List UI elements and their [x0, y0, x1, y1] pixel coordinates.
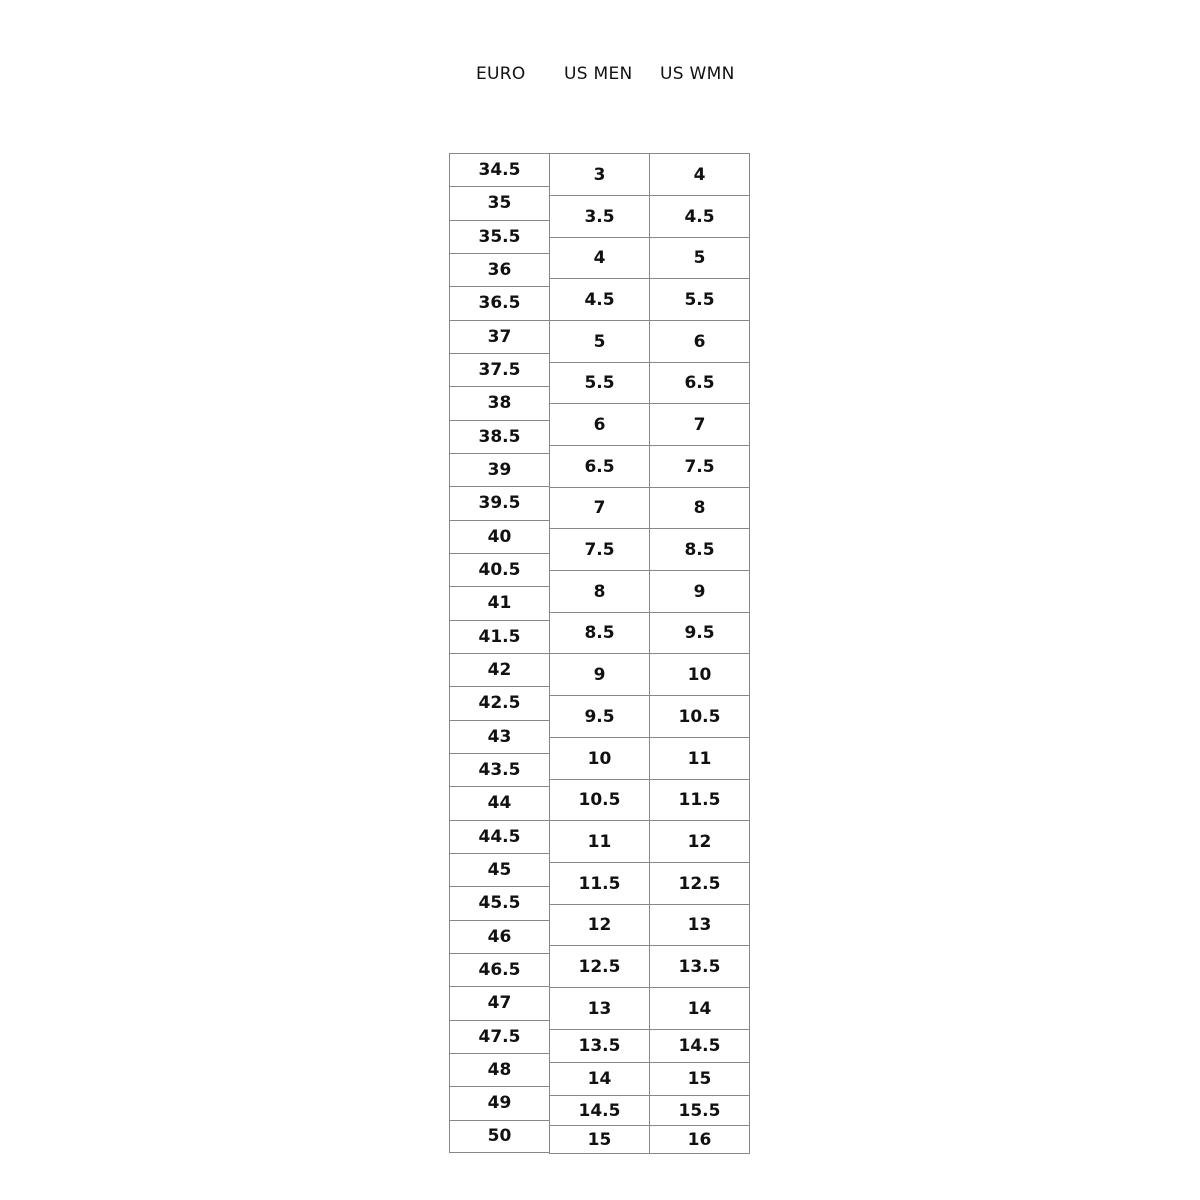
header-us-men: US MEN: [564, 64, 633, 84]
us-men-size-cell: 10: [587, 748, 612, 769]
us-men-size-cell: 11: [587, 831, 612, 852]
euro-row: [450, 286, 549, 319]
euro-row: [450, 1020, 549, 1053]
euro-row: [450, 153, 549, 186]
euro-row: [450, 786, 549, 819]
us-men-size-cell: 15: [587, 1129, 612, 1150]
us-men-size-cell: 5.5: [584, 373, 615, 393]
us-men-size-cell: 9.5: [584, 706, 615, 727]
us-row: [550, 779, 749, 820]
euro-size-cell: 45.5: [478, 893, 521, 914]
us-men-size-cell: 3: [593, 164, 606, 185]
us-row: [550, 320, 749, 362]
us-men-size-cell: 12.5: [578, 956, 621, 977]
euro-size-cell: 35: [487, 193, 512, 214]
euro-size-cell: 36: [487, 260, 512, 281]
euro-size-cell: 47.5: [478, 1026, 521, 1047]
us-wmn-size-cell: 5.5: [649, 279, 749, 320]
us-men-size-cell: 10.5: [578, 790, 621, 810]
euro-size-cell: 41.5: [478, 626, 521, 647]
euro-row: [450, 586, 549, 619]
us-row: [550, 278, 749, 320]
header-euro: EURO: [476, 64, 526, 84]
euro-size-cell: 36.5: [478, 293, 521, 314]
us-wmn-size-cell: 15.5: [649, 1096, 749, 1125]
us-wmn-size-cell: 16: [649, 1126, 749, 1153]
us-wmn-size-cell: 4.5: [649, 196, 749, 237]
us-row: [550, 153, 749, 195]
us-row: [550, 487, 749, 528]
euro-row: [450, 253, 549, 286]
euro-row: [450, 886, 549, 919]
us-row: [550, 1095, 749, 1125]
us-row: [550, 445, 749, 487]
euro-row: [450, 686, 549, 719]
us-row: [550, 237, 749, 278]
euro-size-cell: 39.5: [478, 493, 521, 514]
us-wmn-size-cell: 10.5: [649, 696, 749, 737]
us-wmn-size-cell: 11.5: [649, 780, 749, 820]
us-men-size-cell: 7.5: [584, 539, 615, 560]
euro-size-cell: 44.5: [478, 826, 521, 847]
us-men-size-cell: 13: [587, 998, 612, 1019]
us-men-size-cell: 8.5: [584, 623, 615, 643]
euro-size-cell: 39: [487, 460, 512, 481]
us-men-size-cell: 6: [593, 414, 606, 435]
euro-size-cell: 45: [487, 860, 512, 881]
us-wmn-size-cell: 7: [649, 404, 749, 445]
euro-row: [450, 986, 549, 1019]
us-size-table: [549, 153, 750, 1154]
us-wmn-size-cell: 11: [649, 738, 749, 779]
us-wmn-size-cell: 12.5: [649, 863, 749, 904]
us-wmn-size-cell: 8: [649, 488, 749, 528]
euro-row: [450, 186, 549, 219]
euro-row: [450, 620, 549, 653]
us-men-size-cell: 6.5: [584, 456, 615, 477]
euro-row: [450, 920, 549, 953]
us-men-size-cell: 12: [587, 915, 612, 935]
euro-size-cell: 43: [487, 726, 512, 747]
euro-row: [450, 220, 549, 253]
us-men-size-cell: 3.5: [584, 206, 615, 227]
us-men-size-cell: 13.5: [578, 1036, 621, 1056]
us-men-size-cell: 14.5: [578, 1100, 621, 1121]
us-row: [550, 820, 749, 862]
euro-row: [450, 1086, 549, 1119]
us-row: [550, 612, 749, 653]
us-row: [550, 528, 749, 570]
euro-size-cell: 50: [487, 1126, 512, 1147]
us-row: [550, 195, 749, 237]
us-row: [550, 987, 749, 1029]
us-wmn-size-cell: 10: [649, 654, 749, 695]
us-row: [550, 1062, 749, 1095]
us-wmn-size-cell: 7.5: [649, 446, 749, 487]
us-wmn-size-cell: 13: [649, 905, 749, 945]
euro-row: [450, 653, 549, 686]
euro-row: [450, 486, 549, 519]
us-men-size-cell: 9: [593, 664, 606, 685]
euro-size-cell: 40: [487, 526, 512, 547]
us-row: [550, 362, 749, 403]
euro-row: [450, 1053, 549, 1086]
us-men-size-cell: 4: [593, 248, 606, 268]
us-row: [550, 695, 749, 737]
us-row: [550, 1029, 749, 1062]
euro-size-cell: 40.5: [478, 560, 521, 581]
us-men-size-cell: 14: [587, 1069, 612, 1089]
us-row: [550, 403, 749, 445]
euro-row: [450, 386, 549, 419]
us-wmn-size-cell: 14: [649, 988, 749, 1029]
us-wmn-size-cell: 6.5: [649, 363, 749, 403]
us-wmn-size-cell: 14.5: [649, 1030, 749, 1062]
us-wmn-size-cell: 5: [649, 238, 749, 278]
euro-size-cell: 43.5: [478, 760, 521, 781]
euro-size-cell: 37.5: [478, 360, 521, 381]
euro-size-cell: 48: [487, 1060, 512, 1081]
us-row: [550, 570, 749, 612]
us-row: [550, 945, 749, 987]
us-men-size-cell: 4.5: [584, 289, 615, 310]
euro-row: [450, 1120, 549, 1153]
us-wmn-size-cell: 13.5: [649, 946, 749, 987]
euro-size-cell: 47: [487, 993, 512, 1014]
euro-size-cell: 46: [487, 926, 512, 947]
euro-size-cell: 35.5: [478, 226, 521, 247]
euro-row: [450, 320, 549, 353]
euro-size-cell: 38.5: [478, 426, 521, 447]
us-wmn-size-cell: 9.5: [649, 613, 749, 653]
euro-size-cell: 46.5: [478, 960, 521, 981]
euro-size-cell: 38: [487, 393, 512, 414]
euro-row: [450, 420, 549, 453]
euro-row: [450, 753, 549, 786]
euro-size-cell: 49: [487, 1093, 512, 1114]
euro-size-table: [449, 153, 550, 1153]
us-men-size-cell: 8: [593, 581, 606, 602]
us-men-size-cell: 7: [593, 498, 606, 518]
euro-size-cell: 44: [487, 793, 512, 814]
us-men-size-cell: 5: [593, 331, 606, 352]
us-wmn-size-cell: 15: [649, 1063, 749, 1095]
euro-row: [450, 520, 549, 553]
euro-row: [450, 953, 549, 986]
us-row: [550, 1125, 749, 1154]
us-row: [550, 904, 749, 945]
us-wmn-size-cell: 12: [649, 821, 749, 862]
euro-row: [450, 453, 549, 486]
us-wmn-size-cell: 4: [649, 154, 749, 195]
us-wmn-size-cell: 8.5: [649, 529, 749, 570]
euro-row: [450, 553, 549, 586]
euro-row: [450, 353, 549, 386]
us-row: [550, 653, 749, 695]
euro-size-cell: 34.5: [478, 160, 521, 181]
us-wmn-size-cell: 9: [649, 571, 749, 612]
euro-size-cell: 42: [487, 660, 512, 681]
us-row: [550, 862, 749, 904]
header-us-wmn: US WMN: [660, 64, 735, 84]
euro-row: [450, 720, 549, 753]
euro-size-cell: 42.5: [478, 693, 521, 714]
euro-size-cell: 41: [487, 593, 512, 614]
us-wmn-size-cell: 6: [649, 321, 749, 362]
euro-row: [450, 853, 549, 886]
us-row: [550, 737, 749, 779]
us-men-size-cell: 11.5: [578, 873, 621, 894]
euro-size-cell: 37: [487, 326, 512, 347]
euro-row: [450, 820, 549, 853]
